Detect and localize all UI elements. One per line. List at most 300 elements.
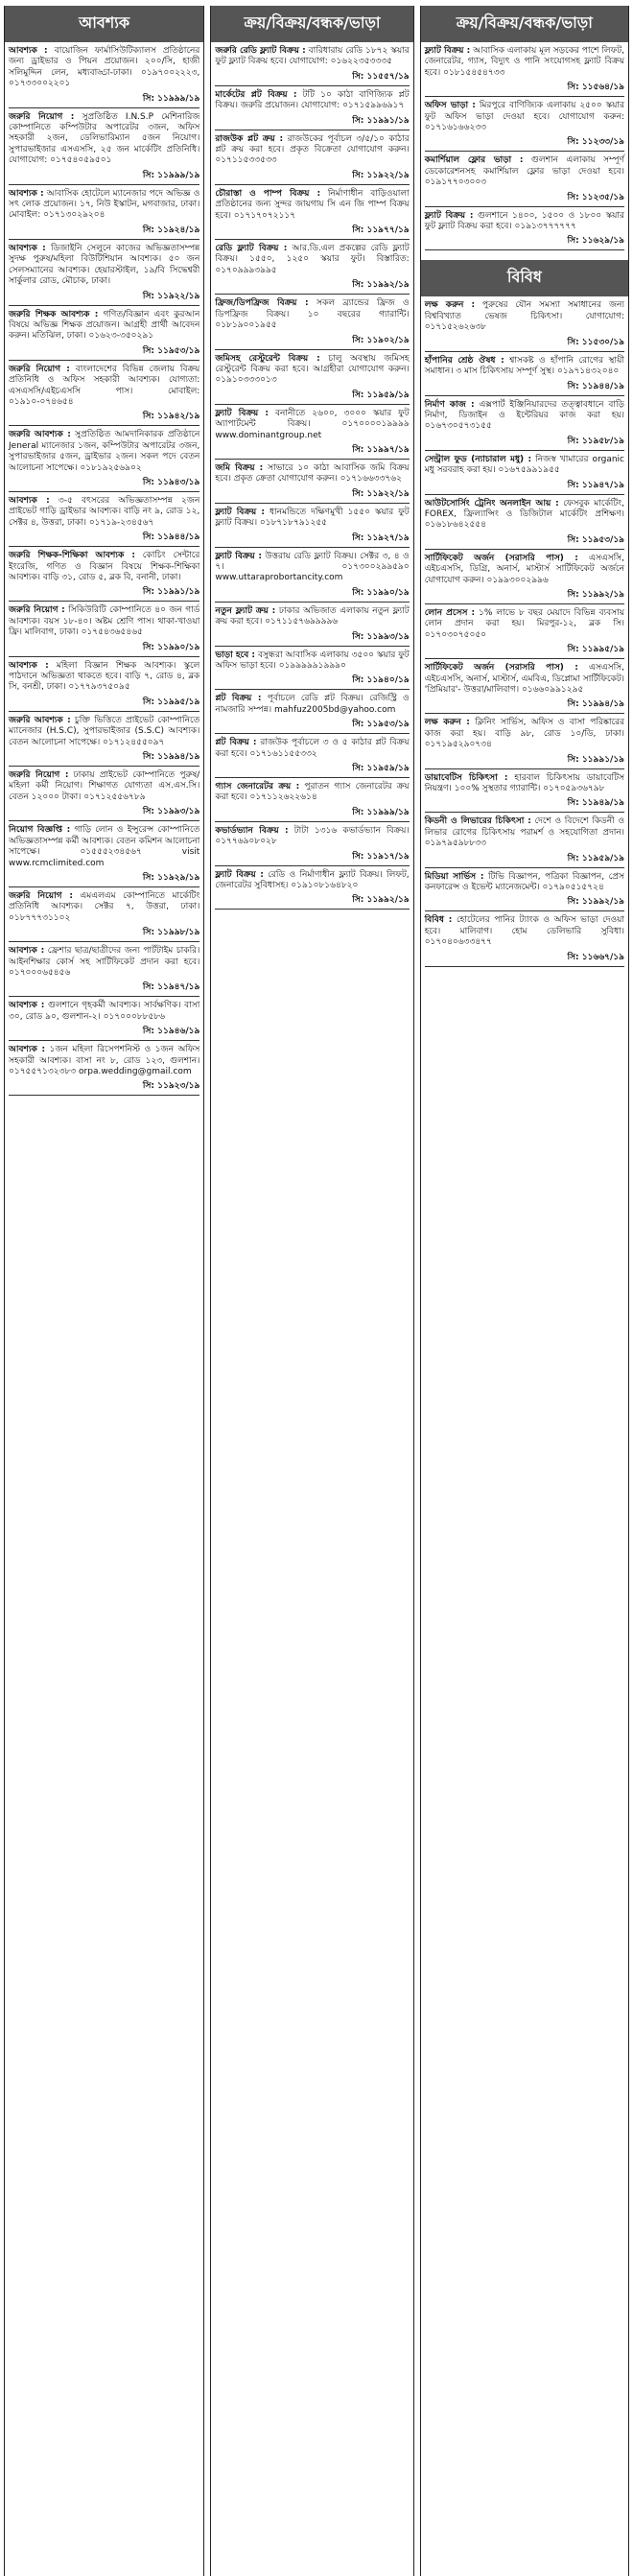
ad-divider bbox=[9, 820, 199, 821]
ad-lead: ফ্ল্যাট বিক্রয় : bbox=[215, 869, 264, 880]
ad-lead: জরুরি নিয়োগ : bbox=[9, 605, 65, 616]
ad-code: সি: ১১৯২৩/১৯ bbox=[142, 1081, 200, 1092]
ad-divider bbox=[215, 184, 409, 185]
ad-code: সি: ১১৯৯৯/১৯ bbox=[142, 93, 200, 104]
ad-text bbox=[5, 661, 203, 694]
ad-body: চালু অবস্থায় জমিসহ রেস্টুরেন্ট বিক্রয় করা হবে। আগ্রহীরা যোগাযোগ করুন। ০১৯১০৩৩৩০১৩ bbox=[215, 353, 410, 386]
ad-divider bbox=[9, 1040, 199, 1041]
ad-text bbox=[211, 508, 412, 530]
ad-text bbox=[211, 354, 412, 387]
ads-list-jobs bbox=[5, 46, 203, 1096]
ad-body: ক্লিনিং সার্ভিস, অফিস ও বাসা পরিষ্কারের কাজ করা হয়। বাড়ি ৯৮, রোড ১০/ডি, ঢাকা। ০১৭১৯৫২৯০৭৩৪ bbox=[424, 718, 625, 750]
ad-code: সি: ১১৯৯৪/১৯ bbox=[142, 752, 200, 763]
ad-text bbox=[5, 430, 203, 474]
ad-text bbox=[211, 244, 412, 276]
ad-code: সি: ১১৯৪০/১৯ bbox=[352, 675, 410, 686]
ad-lead: প্লট বিক্রয় : bbox=[215, 694, 262, 704]
ad-body: সিকিউরিটি কোম্পানিতে ৪০ জন গার্ড আবশ্যক। বয়স ১৮-৪০। অষ্টম শ্রেণি পাস। থাকা-খাওয়া ফ্রি। মালিবাগ, ঢাকা। ০১৭৫৪৩৬৫৪৬৫ bbox=[9, 605, 200, 638]
ad-lead: সার্টিফিকেট অর্জন (সরাসরি পাস) : bbox=[424, 553, 578, 563]
ad-code: সি: ১১২৩৩/১৯ bbox=[567, 137, 624, 148]
ad-code: সি: ১১৫৩০/১৯ bbox=[567, 337, 624, 347]
ad-body: গণিত/বিজ্ঞান এবং কুরআন বিষয়ে অভিজ্ঞ শিক্ষক প্রয়োজন। আগ্রহী প্রার্থী আবেদন করুন। মতিঝিল, ঢাকা। ০১৬২৩-৩৫০২৯১ bbox=[9, 309, 200, 342]
ad-lead: কভার্ডভ্যান বিক্রয় : bbox=[215, 825, 289, 836]
ad-divider bbox=[9, 766, 199, 767]
ad-divider bbox=[425, 910, 624, 911]
classified-ad bbox=[421, 816, 628, 867]
ad-divider bbox=[215, 349, 409, 350]
ad-code: সি: ১১৯৯৩/১৯ bbox=[142, 807, 200, 817]
section-header-misc: বিবিধ bbox=[421, 260, 628, 296]
ad-divider bbox=[425, 966, 624, 967]
ad-body: টাটা ১৩১৬ কভার্ডভ্যান বিক্রয়। ০১৭৭৬৯০৮০২৮ bbox=[215, 825, 410, 847]
ad-text bbox=[211, 46, 412, 68]
classified-ad bbox=[421, 46, 628, 97]
ad-body: ফেসবুক মার্কেটিং, FOREX, ফ্রিল্যান্সিং ও ডিজিটাল মার্কেটিং প্রশিক্ষণ। ০১৬১৮৬৪২৫৫৪ bbox=[424, 498, 624, 531]
ad-text bbox=[421, 400, 628, 433]
ad-body: রাজউকের পূর্বাচল ৩/৫/১০ কাঠার প্লট ক্রয় করা হবে। প্রকৃত বিক্রেতা যোগাযোগ করুন। ০১৭১১৫৩৩৫৩৩ bbox=[215, 133, 410, 166]
ad-lead: লোন প্রসেস : bbox=[424, 607, 476, 618]
ad-divider bbox=[425, 768, 624, 769]
classified-ad bbox=[421, 499, 628, 550]
ad-divider bbox=[9, 546, 199, 547]
ad-text bbox=[211, 782, 412, 804]
ad-text bbox=[421, 773, 628, 795]
ad-text bbox=[421, 718, 628, 750]
ad-code: সি: ১১৯৯১/১৯ bbox=[352, 115, 410, 126]
ad-text bbox=[211, 409, 412, 441]
ad-lead: আবশ্যক : bbox=[9, 46, 48, 56]
ad-text bbox=[211, 606, 412, 628]
ad-code: সি: ১১৯৪৭/১৯ bbox=[142, 982, 200, 993]
ad-text bbox=[5, 189, 203, 222]
ad-divider bbox=[215, 689, 409, 690]
ad-code: সি: ১১৯২২/১৯ bbox=[352, 170, 410, 180]
ad-code: সি: ১১৯২৯/১৯ bbox=[142, 872, 200, 883]
column-buy-sell-misc bbox=[420, 6, 629, 2576]
classified-ad bbox=[421, 915, 628, 966]
classified-ad bbox=[211, 738, 412, 778]
ad-divider bbox=[425, 867, 624, 868]
ad-body: পুরুষের যৌন সমস্যা সমাধানের জন্য বিশ্ববিখ্যাত ভেষজ চিকিৎসা। যোগাযোগ: ০১৭১৫২৬২৬৩৮ bbox=[424, 300, 624, 333]
classified-ad bbox=[211, 606, 412, 647]
ad-divider bbox=[9, 601, 199, 602]
ad-text bbox=[5, 244, 203, 288]
ad-divider bbox=[9, 1095, 199, 1096]
ad-text bbox=[211, 870, 412, 892]
ad-body: আবাসিক এলাকায় মূল সড়কের পাশে লিফট, জেনারেটর, গ্যাস, বিদ্যুৎ ও পানি সংযোগসহ ফ্ল্যাট বিক্রয় হবে। ০১৮১৫৪৫৪৭৩৩ bbox=[424, 46, 624, 78]
ad-code: সি: ১১৯৪৬/১৯ bbox=[142, 1027, 200, 1037]
ad-divider bbox=[9, 996, 199, 997]
classified-ad bbox=[5, 189, 203, 240]
ad-lead: আবশ্যক : bbox=[9, 188, 44, 199]
classified-ad bbox=[5, 605, 203, 656]
ad-text bbox=[5, 716, 203, 748]
ad-text bbox=[211, 694, 412, 716]
ad-text bbox=[5, 365, 203, 409]
ad-code: সি: ১১৯৯২/১৯ bbox=[352, 280, 410, 291]
ad-lead: আউটসোর্সিং ট্রেনিং অনলাইন আয় : bbox=[424, 498, 559, 508]
ad-body: হোটেলের পানির ট্যাংক ও অফিস ভাড়া দেওয়া হবে। মালিবাগ। হোম ডেলিভারি সুবিধা। ০১৭০৪০৬৩৩৪৭৭ bbox=[424, 915, 624, 948]
ad-lead: আবশ্যক : bbox=[9, 243, 46, 253]
ad-body: গুলশানে ১৪০০, ১৫০০ ও ১৮০০ স্কয়ার ফুট ফ্ল্যাট বিক্রয় করা হবে। ০১৯১৩৭৭৭৭৭৭ bbox=[424, 210, 624, 232]
ad-divider bbox=[425, 206, 624, 207]
ads-list-buy-sell bbox=[211, 46, 412, 910]
ad-divider bbox=[9, 239, 199, 240]
ad-body: হারবাল চিকিৎসায় ডায়াবেটিস নিয়ন্ত্রণ। ১০০% সুস্থতার গ্যারান্টি। ০১৭০৫৯৩৬৭৯৮ bbox=[424, 772, 624, 794]
classified-ad bbox=[211, 46, 412, 86]
ad-body: মহিলা বিজ্ঞান শিক্ষক আবশ্যক। স্কুলে পাঠদানে অভিজ্ঞতা থাকতে হবে। বাড়ি ৭, রোড ৪, ব্লক সি, বনশ্রী, ঢাকা। ০১৭৭৯৩৭৫০৯৫ bbox=[9, 660, 200, 693]
ad-lead: রাজউক প্লট ক্রয় : bbox=[215, 133, 284, 144]
ad-code: সি: ১১৯৪৪/১৯ bbox=[142, 532, 200, 543]
classified-ad bbox=[421, 608, 628, 659]
ad-code: সি: ১১২৩৫/১৯ bbox=[567, 192, 624, 202]
ad-code: সি: ১১৯৯৩/১৯ bbox=[352, 631, 410, 642]
ad-code: সি: ১১৯৫৯/১৯ bbox=[352, 390, 410, 400]
ad-body: ডিজাইনি সেলুনে কাজের অভিজ্ঞতাসম্পন্ন সুদক্ষ পুরুষ/মহিলা বিউটিশিয়ান আবশ্যক। ৫০ জন সেলসম্যানের আবশ্যক। হেয়ারস্টাইল, ১৯/বি সিদ্ধেশ্বরী সার্কুলার রোড, মৌচাক, ঢাকা। bbox=[9, 243, 200, 287]
ad-divider bbox=[9, 107, 199, 108]
ad-body: বাংলাদেশের বিভিন্ন জেলায় বিক্রয় প্রতিনিধি ও অফিস সহকারী আবশ্যক। যোগ্যতা: এসএসসি/এইচএসসি পাস। মোবাইল: ০১৯১০-০৭৪৬৫৪ bbox=[9, 364, 200, 407]
ad-code: সি: ১১৯১৭/১৯ bbox=[352, 851, 410, 862]
ad-divider bbox=[9, 491, 199, 492]
ad-lead: ফ্ল্যাট বিক্রয় : bbox=[424, 210, 474, 221]
ad-code: সি: ১১৯৪৭/১৯ bbox=[567, 480, 624, 490]
ad-code: সি: ১১৯৯০/১৯ bbox=[142, 642, 200, 652]
classified-ad bbox=[421, 400, 628, 451]
ad-divider bbox=[425, 812, 624, 813]
ad-body: বারিধারায় রেডি ১৮৭২ স্কয়ার ফুট ফ্ল্যাট বিক্রয় হবে। যোগাযোগ: ০১৬২২৩৫৩৩৩৫ bbox=[215, 46, 410, 67]
ad-divider bbox=[215, 85, 409, 86]
ad-code: সি: ১১৯৯১/১৯ bbox=[142, 587, 200, 598]
classified-ad bbox=[211, 870, 412, 910]
ad-divider bbox=[215, 777, 409, 778]
ad-text bbox=[421, 46, 628, 79]
ad-code: সি: ১১৯৪৯/১৯ bbox=[567, 798, 624, 809]
classified-ad bbox=[421, 455, 628, 495]
ad-code: সি: ১১৯৪২/১৯ bbox=[142, 412, 200, 422]
ad-body: ঢাকায় প্রাইভেট কোম্পানিতে পুরুষ/মহিলা কর্মী নিয়োগ। শিক্ষাগত যোগ্যতা এস.এস.সি। বেতন ১২০০০ টাকা। ০১৭১২৫৫৬৭৮৯ bbox=[9, 770, 200, 802]
classified-ad bbox=[5, 946, 203, 997]
ad-text bbox=[5, 1045, 203, 1077]
ad-code: সি: ১১৯৯২/১৯ bbox=[352, 895, 410, 906]
ad-body: সকল ব্র্যান্ডের ফ্রিজ ও ডিপফ্রিজ বিক্রয়। ১০ বছরের গ্যারান্টি। ০১৮১৯০০১৯৫৫ bbox=[215, 298, 410, 331]
ad-body: আর.ডি.এল প্রকল্পের রেডি ফ্ল্যাট বিক্রয়। ১৫৫০, ১২৫০ স্কয়ার ফুট। বিস্তারিত: ০১৭০৯৯৯৩৯৯৫ bbox=[215, 244, 410, 275]
classified-ad bbox=[5, 430, 203, 492]
ad-code: সি: ১১৯০২/১৯ bbox=[352, 335, 410, 345]
ad-text bbox=[211, 826, 412, 848]
ad-divider bbox=[425, 658, 624, 659]
ad-body: সুপ্রতিষ্ঠিত আমদানিকারক প্রতিষ্ঠানে Jeneral ম্যানেজার ১জন, কম্পিউটার অপারেটর ৩জন, সুপারভাইজার ৫জন, ড্রাইভার ২জন। সকল পদে বেতন আলোচনা সাপেক্ষে। ০১৮১৯২৫৬৯০২ bbox=[9, 430, 200, 473]
ad-divider bbox=[425, 603, 624, 604]
classified-ad bbox=[421, 155, 628, 206]
ad-body: মিরপুরে বাণিজ্যিক এলাকায় ২৫০০ স্কয়ার ফুট অফিস ভাড়া দেওয়া হবে। যোগাযোগ করুন: ০১৭১৬১৬৬২৩৩ bbox=[424, 101, 624, 133]
ad-body: বায়োজিন ফার্মাসিউটিক্যালস প্রতিষ্ঠানের জন্য ড্রাইভার ও পিয়ন প্রয়োজন। ২০০/সি, হাজী সলিমুদ্দিন লেন, মধ্যবাড্ডা-ঢাকা। ০১৯৭০০২২২৩, ০১৭৩৩০০২২০১ bbox=[9, 46, 200, 89]
ad-lead: রেডি ফ্ল্যাট বিক্রয় : bbox=[215, 244, 288, 254]
ad-body: সুপ্রতিষ্ঠিত I.N.S.P মেশিনারিজ কোম্পানিতে কম্পিউটার অপারেটর ৩জন, অফিস সহকারী ২জন, ডেলিভারিম্যান ৫জন নিয়োগ। সুপারভাইজার এসএসসি, ২৫ জন মার্কেটিং প্রতিনিধি। যোগাযোগ: ০১৭৫৪০৫৯৫০১ bbox=[9, 111, 200, 166]
classified-ad bbox=[211, 552, 412, 603]
ad-lead: জরুরি নিয়োগ : bbox=[9, 111, 75, 122]
ad-text bbox=[421, 356, 628, 378]
ad-lead: কমার্শিয়াল ফ্লোর ভাড়া : bbox=[424, 155, 524, 166]
ad-divider bbox=[425, 395, 624, 396]
ad-lead: মিডিয়া সার্ভিস : bbox=[424, 871, 484, 882]
ad-code: সি: ১১৯৯৮/১৯ bbox=[142, 928, 200, 938]
classified-ad bbox=[421, 356, 628, 396]
ad-lead: আবশ্যক : bbox=[9, 1001, 45, 1011]
ad-body: এমএলএম কোম্পানিতে মার্কেটিং প্রতিনিধি আবশ্যক। সেক্টর ৭, উত্তরা, ঢাকা। ০১৮৭৭৭৩১১০২ bbox=[9, 890, 200, 923]
classified-ad bbox=[5, 365, 203, 427]
ad-body: কোচিং সেন্টারে ইংরেজি, গণিত ও বিজ্ঞান বিষয়ে শিক্ষক-শিক্ষিকা আবশ্যক। বাড়ি ৩১, রোড ৫, ব্লক বি, বনানী, ঢাকা। bbox=[9, 551, 200, 582]
classified-ad bbox=[5, 1001, 203, 1041]
ad-body: শ্বাসকষ্ট ও হাঁপানি রোগের স্থায়ী সমাধান। ৩ মাস চিকিৎসায় সম্পূর্ণ সুস্থ। ০১৯৭১৪৩২০৪০ bbox=[424, 355, 624, 377]
ad-divider bbox=[9, 425, 199, 426]
ad-code: সি: ১১৯৯২/১৯ bbox=[567, 589, 624, 600]
ad-divider bbox=[215, 909, 409, 910]
ad-text bbox=[5, 605, 203, 638]
ad-divider bbox=[215, 547, 409, 548]
ad-code: সি: ১১৯৫৯/১৯ bbox=[352, 764, 410, 774]
ad-divider bbox=[425, 450, 624, 451]
ad-divider bbox=[9, 360, 199, 361]
ad-text bbox=[421, 872, 628, 894]
ad-lead: লক্ষ করুন : bbox=[424, 718, 470, 728]
classified-ad bbox=[5, 1045, 203, 1096]
classified-ad bbox=[211, 409, 412, 460]
ad-text bbox=[421, 499, 628, 532]
ad-lead: নির্মাণ কাজ : bbox=[424, 399, 475, 410]
ad-divider bbox=[215, 865, 409, 866]
classified-ad bbox=[211, 508, 412, 548]
ad-body: পূর্বাচলে রেডি প্লট বিক্রয়। রেজিস্ট্রি ও নামজারি সম্পন্ন। mahfuz2005bd@yahoo.com bbox=[215, 694, 410, 715]
ad-lead: ফ্ল্যাট বিক্রয় : bbox=[215, 551, 262, 561]
ad-body: ফ্রেশার ছাত্র/ছাত্রীদের জন্য পার্টটাইম চাকরি। আইনশিক্ষার কোর্স সহ সার্টিফিকেট প্রদান করা হবে। ০১৭০০০৬৫৪৫৬ bbox=[9, 946, 200, 978]
classified-ad bbox=[5, 716, 203, 767]
ad-divider bbox=[215, 459, 409, 460]
ad-divider bbox=[425, 494, 624, 495]
classified-ad bbox=[5, 496, 203, 547]
ad-lead: জমি বিক্রয় : bbox=[215, 462, 264, 473]
ad-lead: আবশ্যক : bbox=[9, 495, 50, 506]
ad-text bbox=[421, 608, 628, 641]
ad-text bbox=[421, 554, 628, 586]
ad-lead: জরুরি রেডি ফ্ল্যাট বিক্রয় : bbox=[215, 46, 306, 56]
ad-lead: আবশ্যক : bbox=[9, 1045, 46, 1055]
classified-ad bbox=[5, 825, 203, 887]
ad-text bbox=[421, 300, 628, 333]
ad-lead: আবশ্যক : bbox=[9, 660, 49, 671]
ad-code: সি: ১১৯৯৭/১৯ bbox=[352, 444, 410, 455]
ad-text bbox=[5, 1001, 203, 1023]
classified-ad bbox=[211, 463, 412, 504]
ad-divider bbox=[425, 151, 624, 152]
ad-code: সি: ১১৯৫৯/১৯ bbox=[567, 853, 624, 863]
ad-lead: প্লট বিক্রয় : bbox=[215, 738, 257, 748]
ad-lead: বিবিধ : bbox=[424, 915, 453, 926]
classified-ad bbox=[5, 244, 203, 306]
ad-code: সি: ১১৫৬৪/১৯ bbox=[567, 83, 624, 93]
ad-divider bbox=[425, 549, 624, 550]
ad-lead: ফ্রিজ/ডিপফ্রিজ বিক্রয় : bbox=[215, 298, 309, 309]
ad-lead: লক্ষ করুন : bbox=[424, 300, 476, 311]
ad-code: সি: ১১৯৯৫/১৯ bbox=[142, 697, 200, 707]
ad-code: সি: ১১৯৯৯/১৯ bbox=[352, 807, 410, 817]
ad-lead: সেন্ট্রাল ফুড (ন্যাচারাল মধু) : bbox=[424, 454, 532, 464]
ad-code: সি: ১১৯২৭/১৯ bbox=[352, 532, 410, 543]
ad-lead: চৌরাস্তা ও পাম্প বিক্রয় : bbox=[215, 188, 321, 199]
classified-ad bbox=[5, 112, 203, 185]
ad-divider bbox=[215, 404, 409, 405]
classified-ad bbox=[211, 134, 412, 185]
ad-text bbox=[211, 650, 412, 673]
ad-text bbox=[421, 211, 628, 233]
classified-ad bbox=[211, 826, 412, 866]
ad-lead: জরুরি শিক্ষক আবশ্যক : bbox=[9, 309, 99, 319]
ad-text bbox=[5, 551, 203, 583]
ad-lead: গ্যাস জেনারেটর ক্রয় : bbox=[215, 782, 300, 792]
ad-code: সি: ১১৯৭৭/১৯ bbox=[352, 225, 410, 236]
ad-body: দেশে ও বিদেশে কিডনী ও লিভার রোগের চিকিৎসায় পরামর্শ ও সহযোগিতা প্রদান। ০১৯৭৯৫৯৮৮৩৩ bbox=[424, 816, 624, 849]
ad-body: এসএসসি, এইচএসসি, ডিগ্রি, অনার্স, মাস্টার্স সার্টিফিকেট অর্জনে যোগাযোগ করুন। ০১৯৯৩০০২৯৯৬ bbox=[424, 553, 624, 585]
ad-body: নির্মাণাধীন বাড়িওয়ালা প্রতিষ্ঠানের জন্য সুন্দর জায়গায় সি এন জি পাম্প বিক্রয় হবে। ০১৭১৭০৭২১১৭ bbox=[215, 188, 410, 221]
section-header-buy-sell-2: ক্রয়/বিক্রয়/বন্ধক/ভাড়া bbox=[421, 6, 628, 42]
classified-ad bbox=[5, 551, 203, 602]
ad-code: সি: ১১৬৬৭/১৯ bbox=[567, 952, 624, 962]
ad-text bbox=[5, 46, 203, 90]
section-header-buy-sell: ক্রয়/বিক্রয়/বন্ধক/ভাড়া bbox=[211, 6, 412, 42]
ad-lead: মার্কেটের প্লট বিক্রয় : bbox=[215, 89, 297, 100]
ad-code: সি: ১১৯৯২/১৯ bbox=[567, 897, 624, 908]
ad-code: সি: ১১৯৯৪/১৯ bbox=[567, 699, 624, 710]
ad-divider bbox=[215, 602, 409, 603]
ad-body: পুরাতন গ্যাস জেনারেটর ক্রয় করা হবে। ০১৭১১২৬২২৬১৪ bbox=[215, 782, 410, 803]
column-jobs bbox=[4, 6, 204, 2576]
classified-ad bbox=[211, 782, 412, 822]
ad-code: সি: ১১৫৫৭/১৯ bbox=[352, 71, 410, 82]
ad-text bbox=[211, 552, 412, 584]
ad-body: রাজউক পূর্বাচলে ৩ ও ৫ কাঠার প্লট বিক্রয় করা হবে। ০১৭১৬১১৫৫৩৩২ bbox=[215, 738, 410, 759]
ad-text bbox=[5, 946, 203, 979]
ad-body: গুলশানে গৃহকর্মী আবশ্যক। সার্বক্ষণিক। বাসা ৩০, রোড ৯০, গুলশান-২। ০১৭০০০৮৮৫৮৬ bbox=[9, 1001, 200, 1022]
classified-ad bbox=[421, 663, 628, 714]
ad-code: সি: ১১৯৯০/১৯ bbox=[352, 587, 410, 598]
classified-ad bbox=[211, 189, 412, 240]
ad-text bbox=[211, 463, 412, 485]
ad-body: আবাসিক হোটেলে ম্যানেজার পদে অভিজ্ঞ ও সৎ লোক প্রয়োজন। ১৭, নিউ ইস্কাটন, মগবাজার, ঢাকা। মোবাইল: ০১৭১৩০২৯২০৪ bbox=[9, 188, 200, 221]
ad-lead: জরুরি নিয়োগ : bbox=[9, 364, 70, 374]
ad-text bbox=[421, 101, 628, 133]
ad-divider bbox=[425, 249, 624, 250]
classified-ad bbox=[421, 554, 628, 604]
ad-code: সি: ১১৯৫৩/১৯ bbox=[142, 345, 200, 356]
classified-ad bbox=[211, 650, 412, 691]
classified-ad bbox=[421, 872, 628, 912]
classified-ad bbox=[5, 310, 203, 361]
classified-ad bbox=[211, 354, 412, 405]
ad-lead: জমিসহ রেস্টুরেন্ট বিক্রয় : bbox=[215, 353, 320, 364]
ad-body: ১জন মহিলা রিসেপশনিস্ট ও ১জন অফিস সহকারী আবশ্যক। বাসা নং ৮, রোড ১২৩, গুলশান। ০১৭৫৫৭১৩২৩৮৩ orpa.wedding@gmail.com bbox=[9, 1045, 200, 1076]
ads-list-misc bbox=[421, 300, 628, 966]
ad-lead: নতুন ফ্ল্যাট ক্রয় : bbox=[215, 605, 276, 616]
ad-lead: জরুরি আবশ্যক : bbox=[9, 715, 71, 725]
ad-text bbox=[421, 455, 628, 477]
ad-code: সি: ১১৯৫৮/১৯ bbox=[567, 436, 624, 446]
ad-body: চুক্তি ভিত্তিতে প্রাইভেট কোম্পানিতে ম্যানেজার (H.S.C), সুপারভাইজার (S.S.C) আবশ্যক। বেতন আলোচনা সাপেক্ষে। ০১৭১২৪৫৫০৯৭ bbox=[9, 715, 200, 747]
ad-text bbox=[5, 770, 203, 803]
ad-divider bbox=[9, 711, 199, 712]
ad-code: সি: ১১৯২২/১৯ bbox=[142, 291, 200, 301]
ad-body: এক্সপার্ট ইঞ্জিনিয়ারদের তত্ত্বাবধানে বাড়ি নির্মাণ, ডিজাইন ও ইন্টেরিয়র কাজ করা হয়। ০১৬৭৩০৫৭৩১৫৫ bbox=[424, 399, 624, 432]
ad-body: রেডি ও নির্মাণাধীন ফ্ল্যাট বিক্রয়। লিফট, জেনারেটর সুবিধাসহ। ০১৯১০৮১৬৪৮২০ bbox=[215, 869, 410, 891]
ad-lead: সার্টিফিকেট অর্জন (সরাসরি পাস) : bbox=[424, 663, 578, 674]
ad-text bbox=[421, 816, 628, 849]
ad-code: সি: ১১৯৫৩/১৯ bbox=[567, 534, 624, 545]
ad-lead: ফ্ল্যাট বিক্রয় : bbox=[424, 46, 471, 56]
classified-ad bbox=[211, 90, 412, 130]
classified-ad bbox=[5, 891, 203, 942]
ad-lead: জরুরি আবশ্যক : bbox=[9, 430, 71, 440]
ad-lead: কিডনী ও লিভারের চিকিৎসা : bbox=[424, 816, 531, 827]
ad-lead: অফিস ভাড়া : bbox=[424, 101, 476, 111]
classified-ad bbox=[5, 46, 203, 108]
ad-divider bbox=[215, 503, 409, 504]
ad-text bbox=[421, 915, 628, 948]
ad-code: সি: ১১৯৯৫/১৯ bbox=[567, 645, 624, 655]
ad-text bbox=[5, 825, 203, 869]
ad-code: সি: ১১৯২৪/১৯ bbox=[142, 225, 200, 235]
ad-lead: ফ্ল্যাট বিক্রয় : bbox=[215, 507, 266, 517]
ad-text bbox=[421, 663, 628, 696]
ad-code: সি: ১১৯২২/১৯ bbox=[352, 488, 410, 499]
classified-ad bbox=[421, 718, 628, 768]
ad-body: ১% লাভে ৮ বছর মেয়াদে বিভিন্ন ব্যবসায় লোন প্রদান করা হয়। মিরপুর-১২, ব্লক সি। ০১৭০৩০৭৫০৫০ bbox=[424, 607, 624, 640]
classified-ad bbox=[5, 770, 203, 821]
ad-body: সাভারে ১০ কাঠা আবাসিক জমি বিক্রয় হবে। প্রকৃত ক্রেতা যোগাযোগ করুন। ০১৭১৬৬৩৩৭৬২ bbox=[215, 462, 410, 484]
classified-ad bbox=[211, 298, 412, 349]
ad-lead: আবশ্যক : bbox=[9, 946, 45, 957]
ads-list-buy-sell-2 bbox=[421, 46, 628, 250]
ad-code: সি: ১১৯৯১/১৯ bbox=[567, 754, 624, 765]
ad-code: সি: ১১৯৯৯/১৯ bbox=[142, 170, 200, 180]
ad-divider bbox=[9, 886, 199, 887]
ad-divider bbox=[215, 239, 409, 240]
ad-lead: জরুরি শিক্ষক-শিক্ষিকা আবশ্যক : bbox=[9, 551, 135, 561]
ad-body: টিভি বিজ্ঞাপন, পত্রিকা বিজ্ঞাপন, প্রেস কনফারেন্স ও ইভেন্ট ম্যানেজমেন্ট। ০১৭৯০৫১৫৭২৪ bbox=[424, 871, 624, 893]
classified-ad bbox=[5, 661, 203, 712]
ad-lead: ডায়াবেটিস চিকিৎসা : bbox=[424, 772, 508, 783]
classified-ad bbox=[421, 300, 628, 351]
classified-ad bbox=[211, 694, 412, 734]
ad-divider bbox=[425, 351, 624, 352]
ad-lead: জরুরি নিয়োগ : bbox=[9, 890, 73, 901]
ad-divider bbox=[9, 305, 199, 306]
ad-body: নিজস্ব খামারের organic মধু সরবরাহ করা হয়। ০১৬৭৫৯৯১৯৫৫ bbox=[424, 454, 624, 476]
ad-lead: ভাড়া হবে : bbox=[215, 650, 256, 660]
ad-code: সি: ১১৯৪৪/১৯ bbox=[567, 381, 624, 391]
section-header-jobs: আবশ্যক bbox=[5, 6, 203, 42]
ad-divider bbox=[215, 821, 409, 822]
ad-body: গুলশান এলাকায় সম্পূর্ণ ডেকোরেশনসহ কমার্শিয়াল ফ্লোর ভাড়া দেওয়া হবে। ০১৯১৭৭০৩০০৩ bbox=[424, 155, 624, 188]
ad-body: উত্তরায় রেডি ফ্ল্যাট বিক্রয়। সেক্টর ৩, ৪ ও ৭। ০১৭৩০০২৯৯৫৯০ www.uttaraprobortancity.com bbox=[215, 551, 410, 583]
ad-code: সি: ১১৬২৯/১৯ bbox=[567, 236, 624, 247]
classified-ad bbox=[211, 244, 412, 295]
ad-text bbox=[211, 298, 412, 331]
ad-body: বসুন্ধরা আবাসিক এলাকায় ৩৫০০ স্কয়ার ফুট অফিস ভাড়া হবে। ০১৯৯৯৯৯১৯৯৯০ bbox=[215, 650, 410, 671]
ad-body: বনানীতে ২৬০০, ৩০০০ স্কয়ার ফুট অ্যাপার্টমেন্ট বিক্রয়। ০১৭০০০০১৯৯৯৯ www.dominantgroup.net bbox=[215, 408, 410, 440]
ad-text bbox=[421, 155, 628, 188]
ad-text bbox=[211, 738, 412, 760]
ad-body: এসএসসি, এইচএসসি, অনার্স, মাস্টার্স, এমবিএ, ডিপ্লোমা সার্টিফিকেট। 'প্রিমিয়ার'- উত্তরা/মালিবাগ। ০১৬৬০৯৯১২৯৫ bbox=[424, 663, 624, 695]
ad-divider bbox=[9, 941, 199, 942]
ad-lead: জরুরি নিয়োগ : bbox=[9, 770, 69, 781]
